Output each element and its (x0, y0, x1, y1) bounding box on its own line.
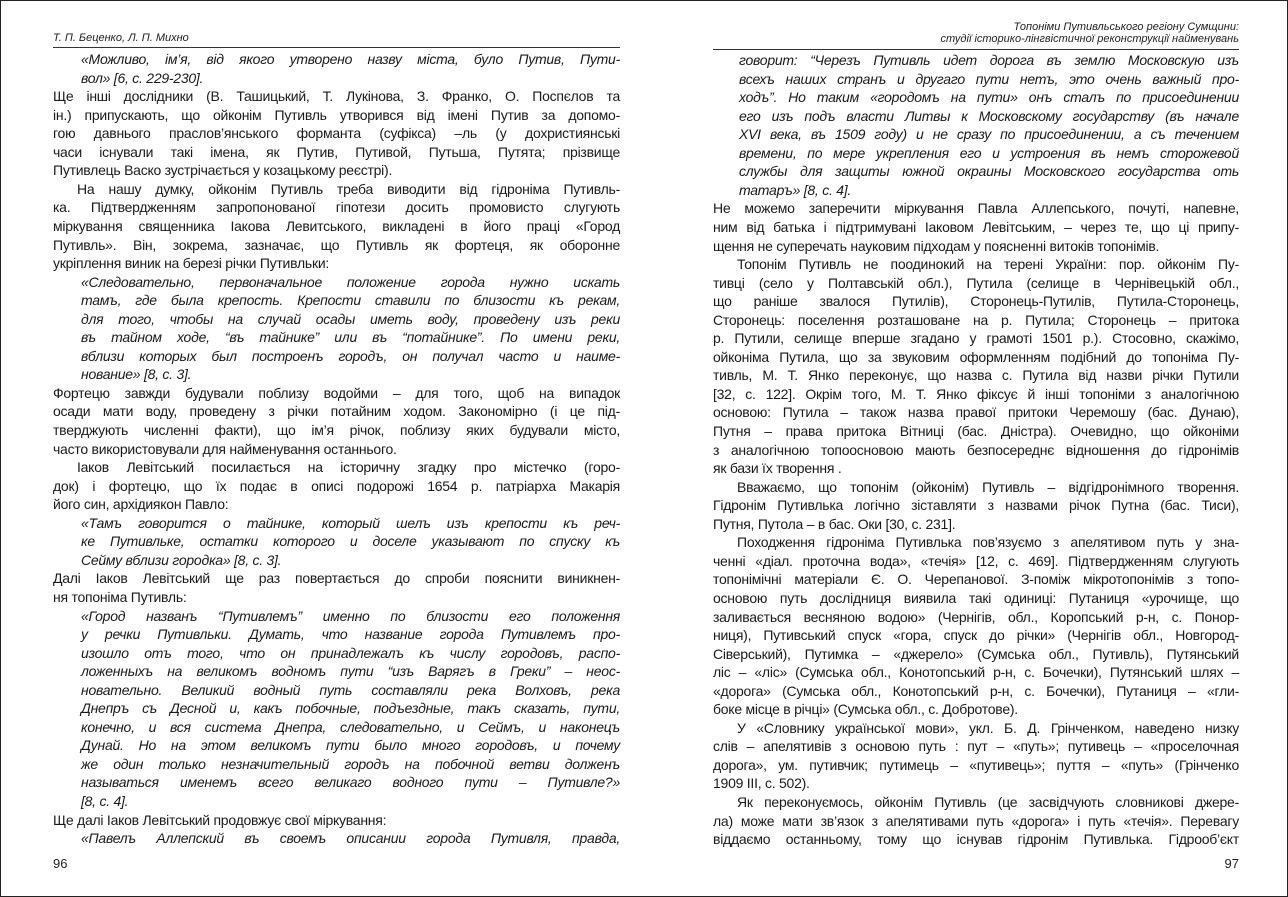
text-line: дорога», ум. путивчик; путимець – «путивець»; пуття – «путь» (Грінченко (713, 756, 1239, 773)
quote-line: Сейму вблизи городка» [8, с. 3]. (81, 551, 282, 568)
text-line: Походження гідроніма Путивлька пов’язуємо з апелятивом путь у зна- (737, 534, 1239, 551)
quote-line: ке Путивльке, остатки которого и доселе указывают по спуску къ (81, 533, 620, 550)
text-line: ня топоніма Путивль: (53, 588, 187, 605)
quote-line: говорит: “Черезъ Путивль идет дорога въ землю Московскую изъ (739, 52, 1239, 68)
quote-line: новательно. Великий водный путь составляли река Волховъ, река (81, 681, 620, 698)
text-line: тивль, М. Т. Янко переконує, що назва с. Путила від назви річки Путили (713, 367, 1239, 384)
text-line: топонімічні матеріали Є. О. Черепанової. З-поміж мікротопонімів з топо- (713, 571, 1239, 588)
text-line: На нашу думку, ойконім Путивль треба виводити від гідроніма Путивль- (77, 180, 620, 197)
text-line: Гідронім Путивлька логічно зіставляти з назвами річок Путна (бас. Тиси), (713, 497, 1239, 514)
text-line: що раніше звалося Путилів), Сторонець-Путилів, Путила-Сторонець, (713, 293, 1239, 310)
text-line: ла) може мати зв’язок з апелятивами путь «дорога» і путь «течія». Перевагу (713, 812, 1239, 829)
quote-line: же один только незначительный городъ на побочной ветви долженъ (81, 755, 620, 772)
text-line: як бази їх творення . (713, 460, 842, 477)
quote-line: Днепръ съ Десной и, какъ побочные, подъездные, такъ сказать, пути, (81, 700, 620, 717)
running-header-title: Топоніми Путивльського регіону Сумщини: (1013, 21, 1239, 33)
quote-line: нование» [8, с. 3]. (81, 366, 192, 383)
text-line: з аналогічною топоосновою мають безпосереднє відношення до гідронімів (713, 441, 1239, 458)
text-line: Путня, Путола – в бас. Оки [30, с. 231]. (713, 515, 956, 532)
running-header-authors: Т. П. Беценко, Л. П. Михно (53, 32, 189, 44)
text-line: ойконіма Путила, що за звуковим оформленням подібний до топоніма Пу- (713, 348, 1239, 365)
header-rule (713, 49, 1239, 50)
text-line: Сіверський), Путимка – «джерело» (Сумська обл., Путивль), Путянський (713, 645, 1239, 662)
quote-line: «Тамъ говорится о тайнике, который шелъ изъ крепости къ реч- (81, 514, 620, 531)
text-line: тверджують численні факти), що ім’я річок, поблизу яких будували місто, (53, 422, 620, 438)
quote-line: «Следовательно, первоначальное положение города нужно искать (81, 273, 620, 290)
page-number: 97 (1224, 856, 1239, 871)
text-line: гою давнього праслов’янського форманта (суфікса) –ль (у дохристиянські (53, 125, 620, 142)
quote-line: [8, с. 4]. (81, 793, 129, 809)
text-line: Топонім Путивль не поодинокий на терені України: пор. ойконім Пу- (737, 256, 1239, 273)
running-header-subtitle: студії історико-лінгвістичної реконструкції найменувань (940, 33, 1239, 45)
quote-line: службы для защиты южной окраины Московского государства оть (739, 163, 1239, 180)
text-line: Ще інші дослідники (В. Ташицький, Т. Лукінова, З. Франко, О. Поспєлов та (53, 88, 620, 105)
text-line: заливається весняною водою» (Чернігів, обл., Коропський р-н, с. Понор- (713, 608, 1239, 625)
quote-line: конечно, и вся система Днепра, следовательно, и Сеймъ, и наконецъ (81, 718, 620, 735)
text-line: ка. Підтвердженням запропонованої гіпотези досить промовисто слугують (53, 199, 620, 216)
quote-line: тамъ, где была крепость. Крепости ставили по близости къ рекам, (81, 292, 620, 309)
text-line: ін.) припускають, що ойконім Путивль утворився від імені Путив за допомо- (53, 106, 620, 123)
text-line: ченні «діал. проточна вода», «течія» [12, с. 469]. Підтвердженням слугують (713, 552, 1239, 569)
quote-line: времени, по мере укрепления его и устроения въ немъ сторожевой (739, 144, 1239, 161)
text-line: Вважаємо, що топонім (ойконім) Путивль – відгідронімного творення. (737, 478, 1239, 495)
text-line: 1909 ІІІ, с. 502). (713, 775, 810, 792)
quote-line: его изъ подъ власти Литвы к Московскому государству (въ начале (739, 107, 1239, 124)
text-line: ниця), Путивський спуск «гора, спуск до річки» (Чернігів обл., Новгород- (713, 627, 1239, 644)
quote-line: Дунай. Но на этом великомъ пути было много городовъ, и почему (81, 737, 620, 754)
quote-line: въ тайном ходе, “въ тайнике” или въ “потайнике”. По имени реки, (81, 329, 620, 346)
text-line: основою путь дослідниця виявила такі одиниці: Путаниця «урочище, що (713, 589, 1239, 606)
text-line: «дорога» (Сумська обл., Конотопський р-н, с. Бочечки), Путаниця – «гли- (713, 682, 1239, 699)
text-line: ліс – «ліс» (Сумська обл., Конотопський р-н, с. Бочечки), Путянський шлях – (713, 664, 1239, 681)
header-rule (53, 47, 620, 48)
text-line: міркування священника Іакова Левитського, викладені в його праці «Город (53, 217, 620, 234)
text-line: Путня – права притока Вітниці (бас. Дністра). Очевидно, що ойконіми (713, 423, 1239, 439)
text-line: укріплення виник на березі річки Путивльки: (53, 255, 330, 272)
text-line: тивці (село у Полтавській обл.), Путила (селище в Чернівецькій обл., (713, 274, 1239, 291)
quote-line: «Можливо, ім’я, від якого утворено назву міста, було Путив, Пути- (81, 51, 620, 67)
quote-line: «Город названъ “Путивлемъ” именно по близости его положення (81, 607, 620, 624)
text-line: осади мати воду, проведену з річки потайним ходом. Закономірно (і це під- (53, 403, 620, 420)
text-line: У «Словнику української мови», укл. Б. Д. Грінченком, наведено низку (737, 719, 1239, 736)
quote-line: называться именемъ всего великаго водного пути – Путивле?» (81, 774, 620, 791)
text-line: [32, с. 122]. Окрім того, М. Т. Янко фіксує й інші топоніми з аналогічною (713, 385, 1239, 402)
text-line: щення не суперечать науковим підходам у поясненні витоків топонімів. (713, 237, 1160, 254)
quote-line: ложенныхъ на великомъ водномъ пути “изъ Варягъ в Греки” – неос- (81, 663, 620, 680)
text-line: часи існували такі імена, як Путив, Путивой, Путьша, Путята; прізвище (53, 143, 620, 160)
quote-line: у речки Путивльки. Думать, что название города Путивлемъ про- (81, 626, 620, 643)
text-line: док) і фортецю, що їх подає в описі подорожі 1654 р. патріарха Макарія (53, 477, 620, 494)
text-line: Путивль». Він, зокрема, зазначає, що Путивль як фортеця, як оборонне (53, 236, 620, 253)
text-line: слів – апелятивів з основою путь : пут – «путь»; путивець – «проселочная (713, 738, 1239, 755)
text-line: Путивлець Васко зустрічається у козацькому реєстрі). (53, 162, 393, 179)
quote-line: всехъ наших странъ и другаго пути нетъ, это очень важный про- (739, 70, 1239, 87)
text-line: часто використовували для найменування останнього. (53, 440, 397, 457)
text-line: Сторонець: поселення розташоване на р. Путила; Сторонець – притока (713, 311, 1239, 328)
text-line: боке місце в річці» (Сумська обл., с. Добротове). (713, 701, 1018, 718)
text-line: Ще далі Іаков Левітський продовжує свої міркування: (53, 811, 387, 828)
text-line: Як переконуємось, ойконім Путивль (це засвідчують словникові джере- (737, 794, 1239, 810)
quote-line: ходъ”. Но таким «городомъ на пути» онъ сталъ по присоединении (739, 89, 1239, 106)
text-line: Далі Іаков Левітський ще раз повертається до спроби пояснити виникнен- (53, 570, 620, 587)
text-line: його син, архідиякон Павло: (53, 496, 229, 513)
text-line: Іаков Левітський посилається на історичну згадку про містечко (горо- (77, 459, 620, 476)
quote-line: XVI века, въ 1509 году) и не сразу по присоединении, а съ течением (739, 126, 1239, 143)
quote-line: татаръ» [8, с. 4]. (739, 181, 852, 198)
quote-line: изошло отъ того, что он принадлежалъ къ числу городовъ, распо- (81, 644, 620, 661)
quote-line: для того, чтобы на случай осады иметь воду, проведену изъ реки (81, 310, 620, 327)
text-line: р. Путили, селище вперше згадано у грамоті 1501 р.). Стосовно, скажімо, (713, 330, 1239, 347)
text-line: Фортецю завжди будували поблизу водойми – для того, щоб на випадок (53, 384, 620, 401)
text-line: Не можемо заперечити міркування Павла Аллепського, почуті, напевне, (713, 200, 1239, 217)
text-line: віддаємо останньому, тому що існував гідронім Путивлька. Гідрооб’єкт (713, 831, 1239, 848)
quote-line: вол» [6, с. 229-230]. (81, 69, 204, 86)
page-number: 96 (53, 856, 68, 871)
text-line: основою: Путила – також назва правої притоки Черемошу (бас. Дунаю), (713, 404, 1239, 421)
text-line: ним від батька і підтримувані Іаковом Левітським, – через те, що ці припу- (713, 218, 1239, 235)
quote-line: «Павелъ Аллепский въ своемъ описании города Путивля, правда, (81, 830, 620, 847)
quote-line: вблизи которых был построенъ городъ, он получал часто и наиме- (81, 347, 620, 364)
